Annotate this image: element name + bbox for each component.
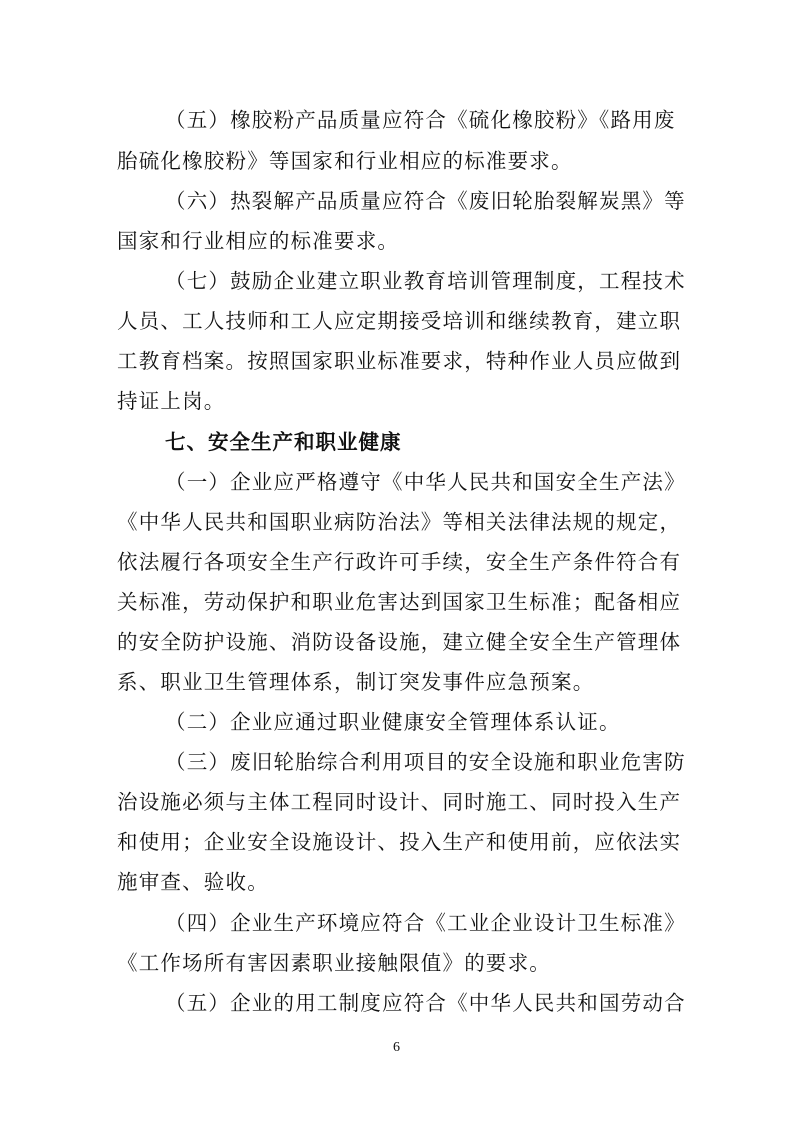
item-3-line-4: 施审查、验收。: [117, 870, 269, 894]
item-1-line-5: 的安全防护设施、消防设备设施，建立健全安全生产管理体: [117, 630, 682, 654]
para-7-line-3: 工教育档案。按照国家职业标准要求，特种作业人员应做到: [117, 349, 682, 373]
para-5-line-1: （五）橡胶粉产品质量应符合《硫化橡胶粉》《路用废: [165, 108, 676, 132]
item-1-line-1: （一）企业应严格遵守《中华人民共和国安全生产法》: [165, 470, 686, 494]
item-3-line-3: 和使用；企业安全设施设计、投入生产和使用前，应依法实: [117, 830, 682, 854]
item-3-line-1: （三）废旧轮胎综合利用项目的安全设施和职业危害防: [165, 750, 686, 774]
item-4-line-2: 《工作场所有害因素职业接触限值》的要求。: [117, 951, 551, 975]
item-1-line-2: 《中华人民共和国职业病防治法》等相关法律法规的规定，: [117, 510, 682, 534]
item-3-line-2: 治设施必须与主体工程同时设计、同时施工、同时投入生产: [117, 790, 682, 814]
para-7-line-2: 人员、工人技师和工人应定期接受培训和继续教育，建立职: [117, 309, 682, 333]
item-1-line-4: 关标准，劳动保护和职业危害达到国家卫生标准；配备相应: [117, 590, 682, 614]
item-4-line-1: （四）企业生产环境应符合《工业企业设计卫生标准》: [165, 911, 686, 935]
item-1-line-3: 依法履行各项安全生产行政许可手续，安全生产条件符合有: [117, 550, 682, 574]
para-6-line-2: 国家和行业相应的标准要求。: [117, 229, 400, 253]
para-7-line-4: 持证上岗。: [117, 389, 226, 413]
para-5-line-2: 胎硫化橡胶粉》等国家和行业相应的标准要求。: [117, 149, 573, 173]
item-1-line-6: 系、职业卫生管理体系，制订突发事件应急预案。: [117, 670, 595, 694]
para-7-line-1: （七）鼓励企业建立职业教育培训管理制度，工程技术: [165, 269, 686, 293]
section-heading: 七、安全生产和职业健康: [165, 430, 402, 454]
para-6-line-1: （六）热裂解产品质量应符合《废旧轮胎裂解炭黑》等: [165, 189, 686, 213]
item-5-line-1: （五）企业的用工制度应符合《中华人民共和国劳动合: [165, 991, 686, 1015]
item-2-line-1: （二）企业应通过职业健康安全管理体系认证。: [165, 710, 621, 734]
page-number: 6: [393, 1040, 400, 1055]
